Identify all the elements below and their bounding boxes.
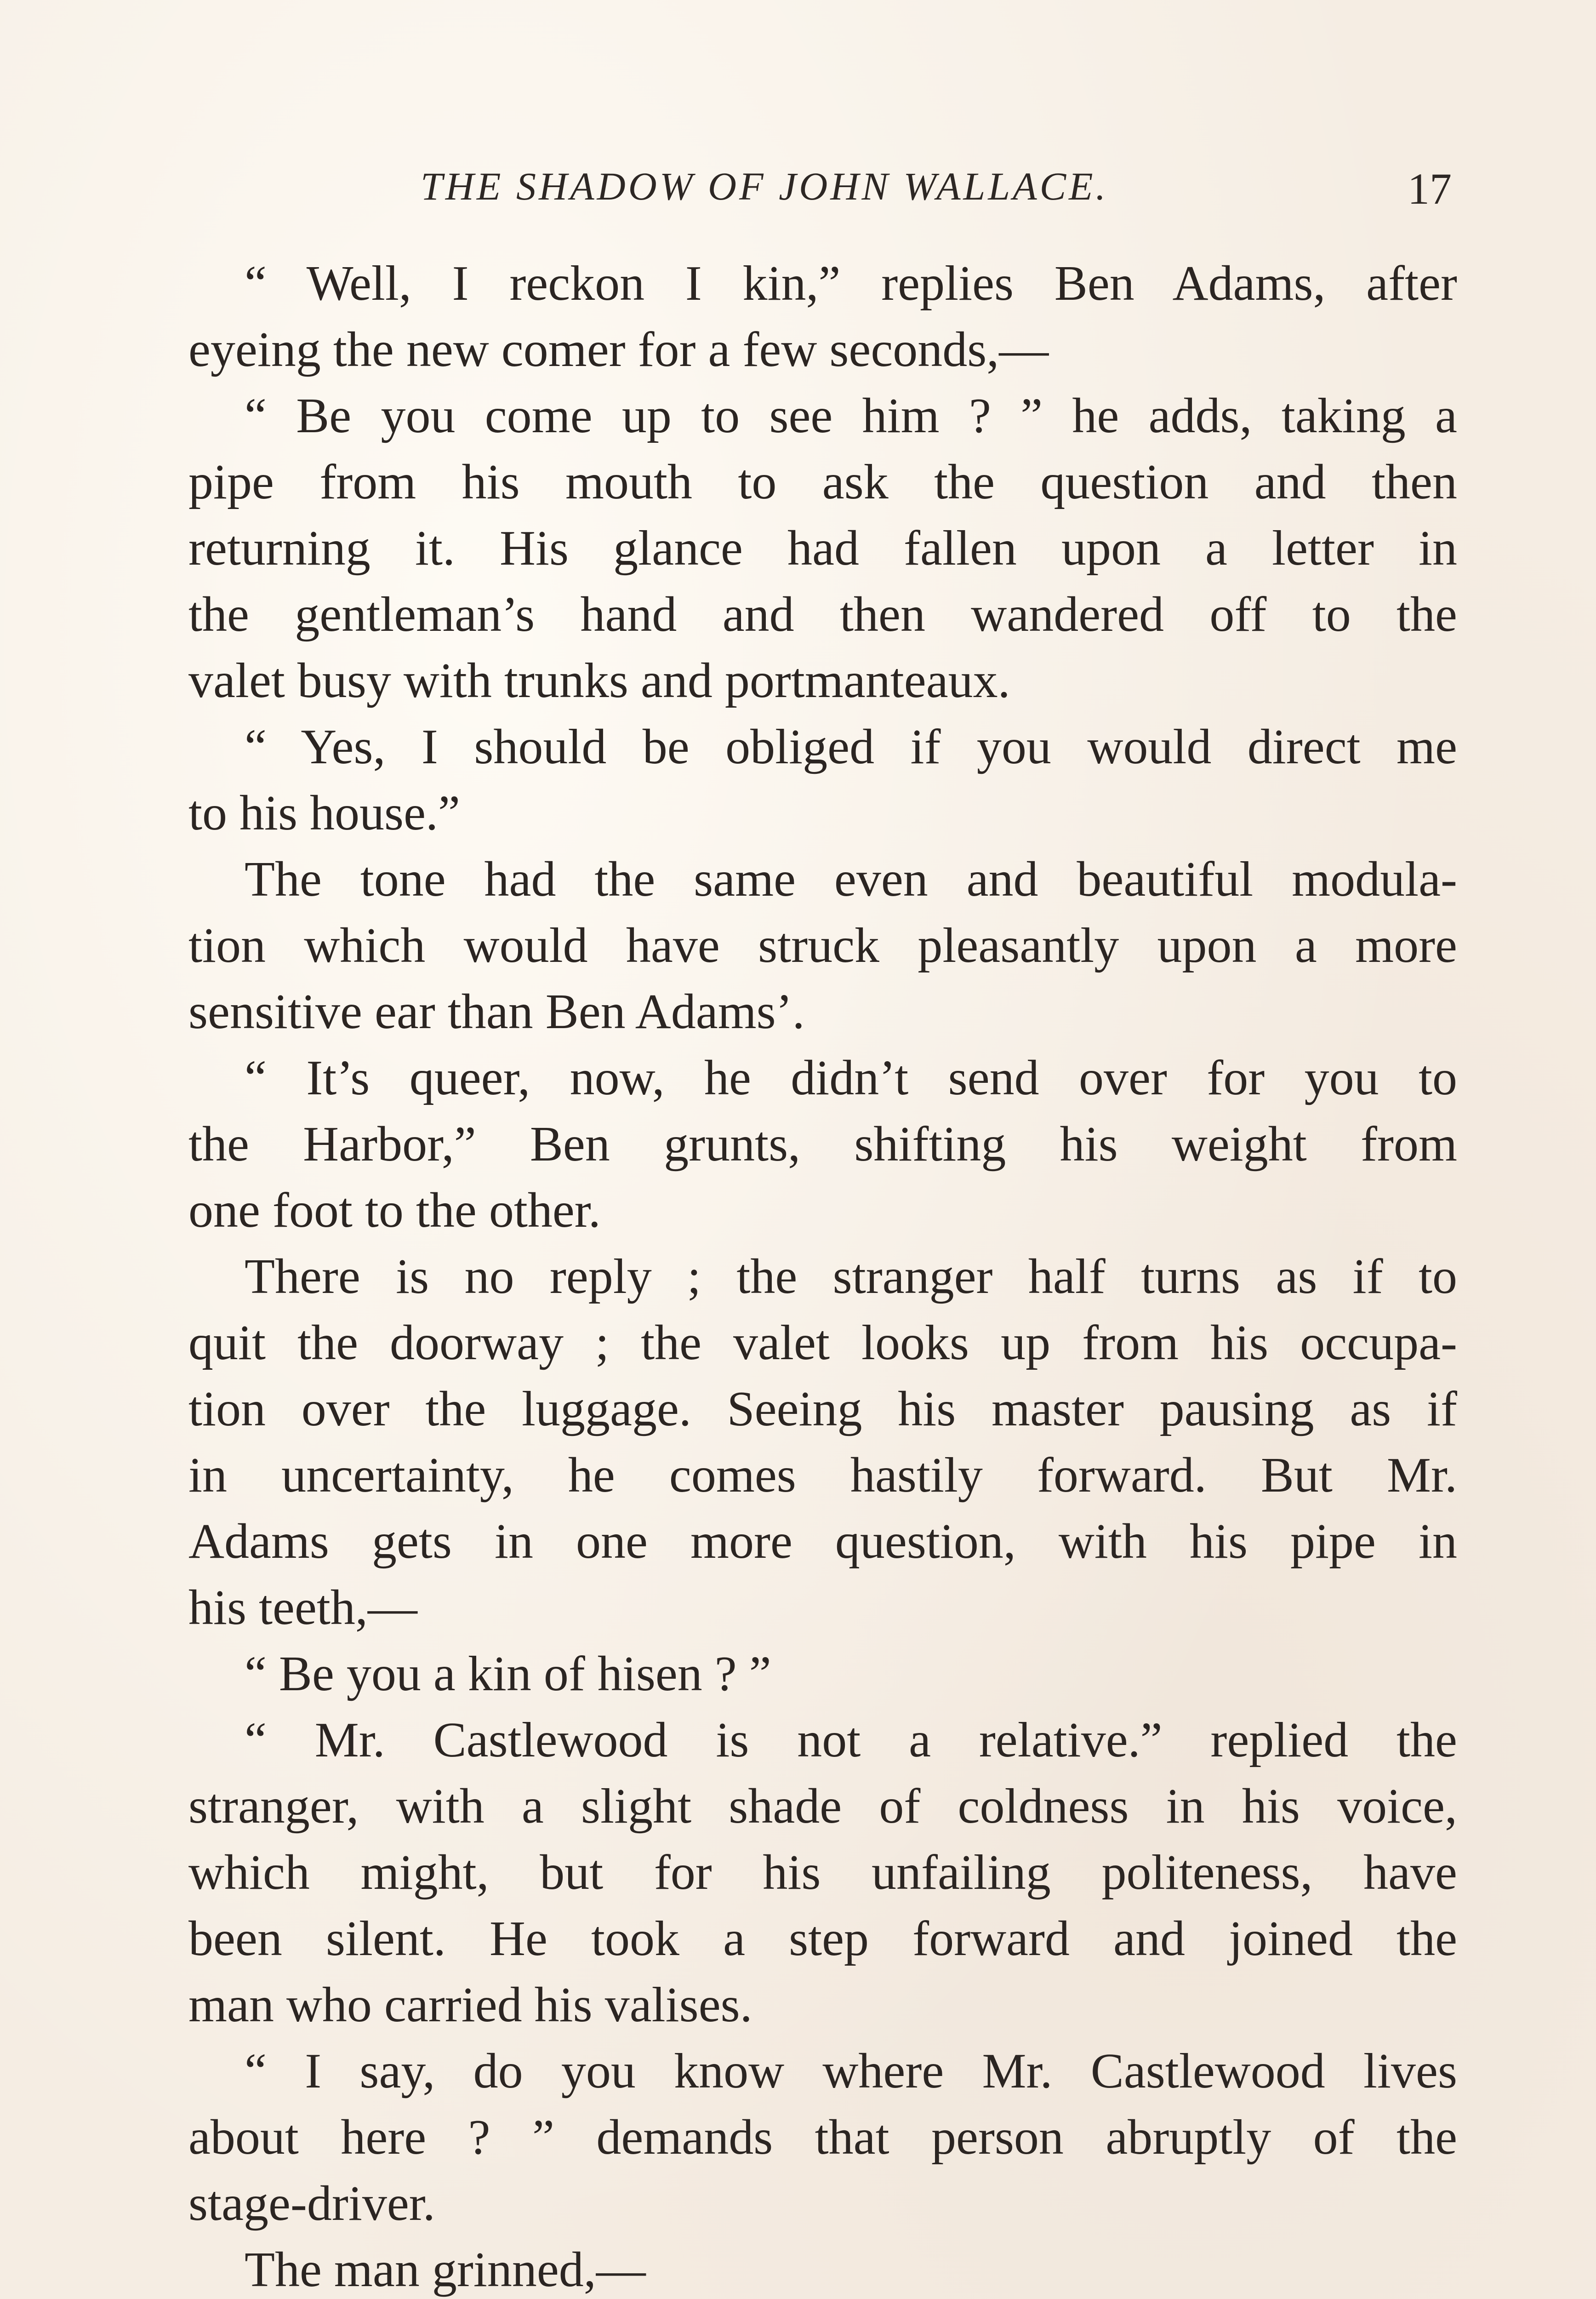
text-line: There is no reply ; the stranger half turns as if to (245, 1249, 1457, 1304)
text-line: his teeth,— (188, 1580, 417, 1635)
text-line: been silent. He took a step forward and joined the (188, 1911, 1457, 1966)
text-line: stranger, with a slight shade of coldness in his voice, (188, 1779, 1457, 1834)
text-line: The man grinned,— (245, 2242, 646, 2297)
text-line: man who carried his valises. (188, 1978, 752, 2032)
text-line: which might, but for his unfailing politeness, have (188, 1845, 1457, 1900)
text-line: in uncertainty, he comes hastily forward. But Mr. (188, 1448, 1457, 1503)
text-line: the Harbor,” Ben grunts, shifting his weight from (188, 1117, 1457, 1172)
text-line: one foot to the other. (188, 1183, 601, 1238)
text-line: tion over the luggage. Seeing his master pausing as if (188, 1382, 1457, 1436)
text-line: “ It’s queer, now, he didn’t send over for you to (245, 1051, 1457, 1105)
text-line: tion which would have struck pleasantly upon a more (188, 918, 1457, 973)
text-line: “ Yes, I should be obliged if you would direct me (245, 720, 1457, 774)
text-line: valet busy with trunks and portmanteaux. (188, 653, 1010, 708)
text-line: to his house.” (188, 786, 460, 841)
text-line: The tone had the same even and beautiful modula- (245, 852, 1457, 907)
text-line: pipe from his mouth to ask the question and then (188, 455, 1457, 509)
text-line: eyeing the new comer for a few seconds,— (188, 322, 1049, 377)
text-line: “ Be you come up to see him ? ” he adds, taking a (245, 389, 1457, 443)
text-line: about here ? ” demands that person abruptly of the (188, 2110, 1457, 2165)
text-line: Adams gets in one more question, with his pipe in (188, 1514, 1457, 1569)
page-number: 17 (1408, 164, 1452, 213)
running-title: THE SHADOW OF JOHN WALLACE. (421, 164, 1109, 208)
text-line: the gentleman’s hand and then wandered off to the (188, 587, 1457, 642)
text-line: stage-driver. (188, 2176, 435, 2231)
text-line: returning it. His glance had fallen upon a letter in (188, 521, 1457, 576)
text-line: sensitive ear than Ben Adams’. (188, 984, 805, 1039)
text-line: quit the doorway ; the valet looks up from his occupa- (188, 1315, 1457, 1370)
text-line: “ Mr. Castlewood is not a relative.” replied the (245, 1713, 1457, 1767)
text-line: “ I say, do you know where Mr. Castlewood lives (245, 2044, 1457, 2099)
text-line: “ Well, I reckon I kin,” replies Ben Adams, after (245, 256, 1457, 311)
body-text (188, 251, 1457, 2299)
text-line: “ Be you a kin of hisen ? ” (245, 1647, 771, 1701)
